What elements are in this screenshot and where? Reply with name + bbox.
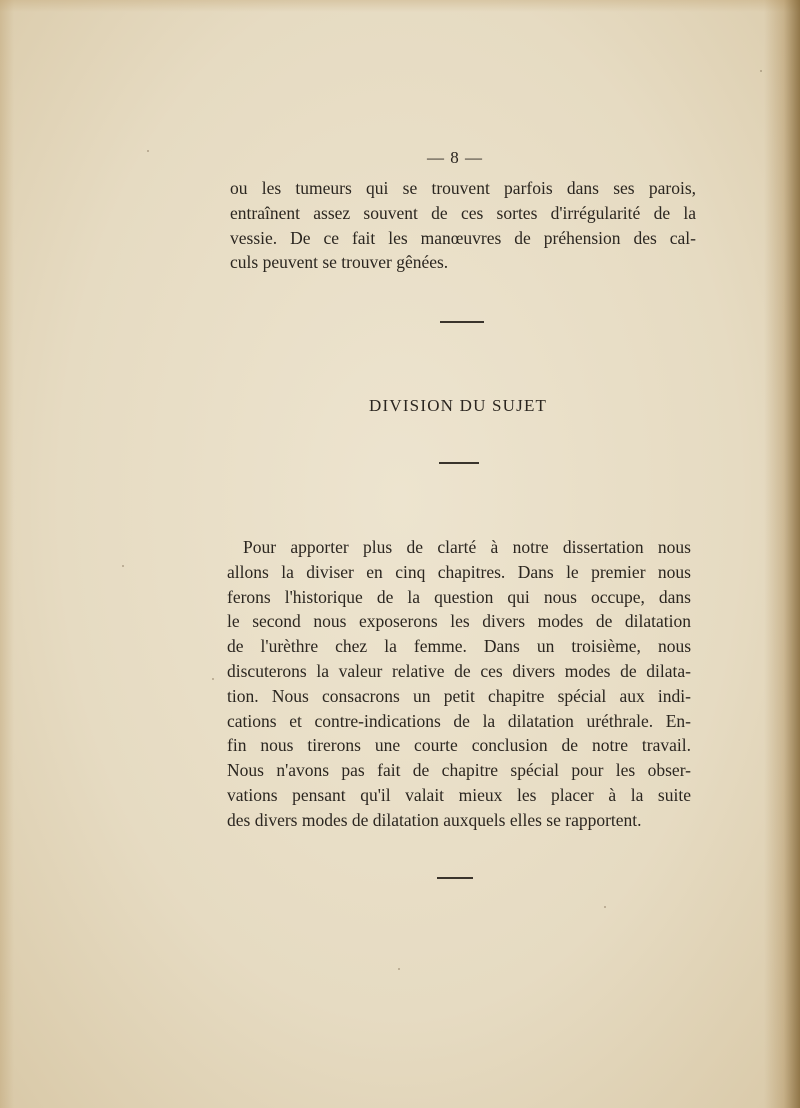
paragraph-division [227, 535, 691, 833]
paragraph-line: ferons l'historique de la question qui nous occupe, dans [227, 586, 691, 607]
paragraph-line: Nous n'avons pas fait de chapitre spécial pour les obser- [227, 760, 691, 781]
paragraph-line: fin nous tirerons une courte conclusion de notre travail. [227, 735, 691, 756]
paper-speck [398, 968, 400, 970]
paragraph-line: des divers modes de dilatation auxquels elles se rapportent. [227, 809, 642, 830]
paragraph-line: cations et contre-indications de la dilatation uréthrale. En- [227, 710, 691, 731]
page-top-edge-shadow [0, 0, 800, 12]
paragraph-line: culs peuvent se trouver gênées. [230, 252, 449, 273]
paper-speck [760, 70, 762, 72]
separator-rule [437, 877, 473, 879]
section-title: DIVISION DU SUJET [369, 396, 548, 415]
paragraph-line: de l'urèthre chez la femme. Dans un troisième, nous [227, 636, 691, 657]
paragraph-line: Pour apporter plus de clarté à notre dissertation nous [243, 537, 691, 557]
paragraph-line: discuterons la valeur relative de ces divers modes de dilata- [227, 660, 691, 681]
paragraph-line: ou les tumeurs qui se trouvent parfois dans ses parois, [230, 178, 696, 198]
page-number: — 8 — [427, 148, 483, 167]
paper-speck [604, 906, 606, 908]
paper-speck [147, 150, 149, 152]
paragraph-line: tion. Nous consacrons un petit chapitre spécial aux indi- [227, 685, 691, 706]
paragraph-line: entraînent assez souvent de ces sortes d'irrégularité de la [230, 202, 696, 223]
paragraph-line: vations pensant qu'il valait mieux les placer à la suite [227, 784, 691, 805]
paper-speck [122, 565, 124, 567]
paragraph-intro [230, 176, 696, 275]
paragraph-line: vessie. De ce fait les manœuvres de préhension des cal- [230, 227, 696, 248]
paragraph-line: allons la diviser en cinq chapitres. Dans le premier nous [227, 561, 691, 582]
separator-rule [440, 321, 484, 323]
separator-rule [439, 462, 479, 464]
paper-speck [212, 678, 214, 680]
paragraph-line: le second nous exposerons les divers modes de dilatation [227, 611, 691, 632]
